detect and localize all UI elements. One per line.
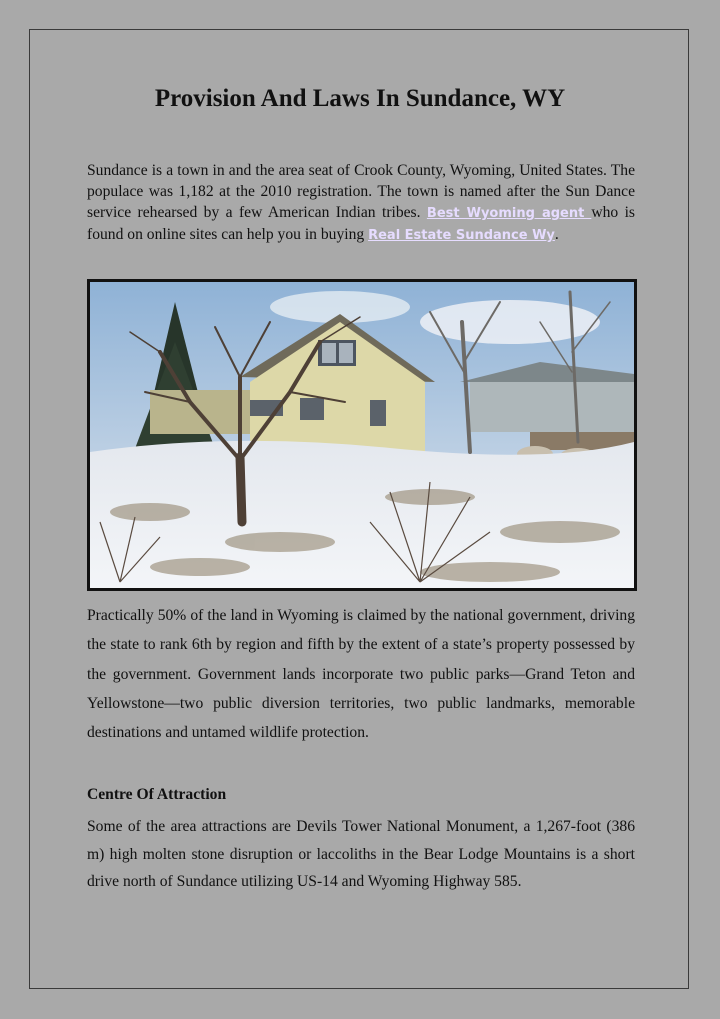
- intro-text-2: who is found on online sites can help you in buying: [87, 204, 635, 243]
- house-photo: [87, 279, 637, 591]
- intro-paragraph: [87, 160, 635, 246]
- intro-text-1: Sundance is a town in and the area seat of Crook County, Wyoming, United States. The populace was 1,182 at the 2010 registration. The town is named after the Sun Dance service rehearsed by a few American Indian tribes.: [87, 162, 635, 221]
- page-title: Provision And Laws In Sundance, WY: [154, 85, 566, 112]
- best-wyoming-agent-link[interactable]: Best Wyoming agent: [426, 206, 592, 221]
- intro-text-3: .: [554, 226, 559, 243]
- land-ownership-paragraph: Practically 50% of the land in Wyoming is claimed by the national government, driving the state to rank 6th by region and fifth by the extent of a state’s property possessed by the government. Government lands incorporate two public parks—Grand Teton and Yellowstone—two public diversion territories, two public landmarks, memorable destinations and untamed wildlife protection.: [87, 607, 635, 742]
- real-estate-sundance-link[interactable]: Real Estate Sundance Wy: [368, 228, 555, 243]
- section-heading: Centre Of Attraction: [87, 786, 227, 803]
- attractions-paragraph: Some of the area attractions are Devils Tower National Monument, a 1,267-foot (386 m) high molten stone disruption or laccoliths in the Bear Lodge Mountains is a short drive north of Sundance utilizing US-14 and Wyoming Highway 585.: [87, 818, 635, 890]
- house-photo-illustration: [90, 282, 634, 588]
